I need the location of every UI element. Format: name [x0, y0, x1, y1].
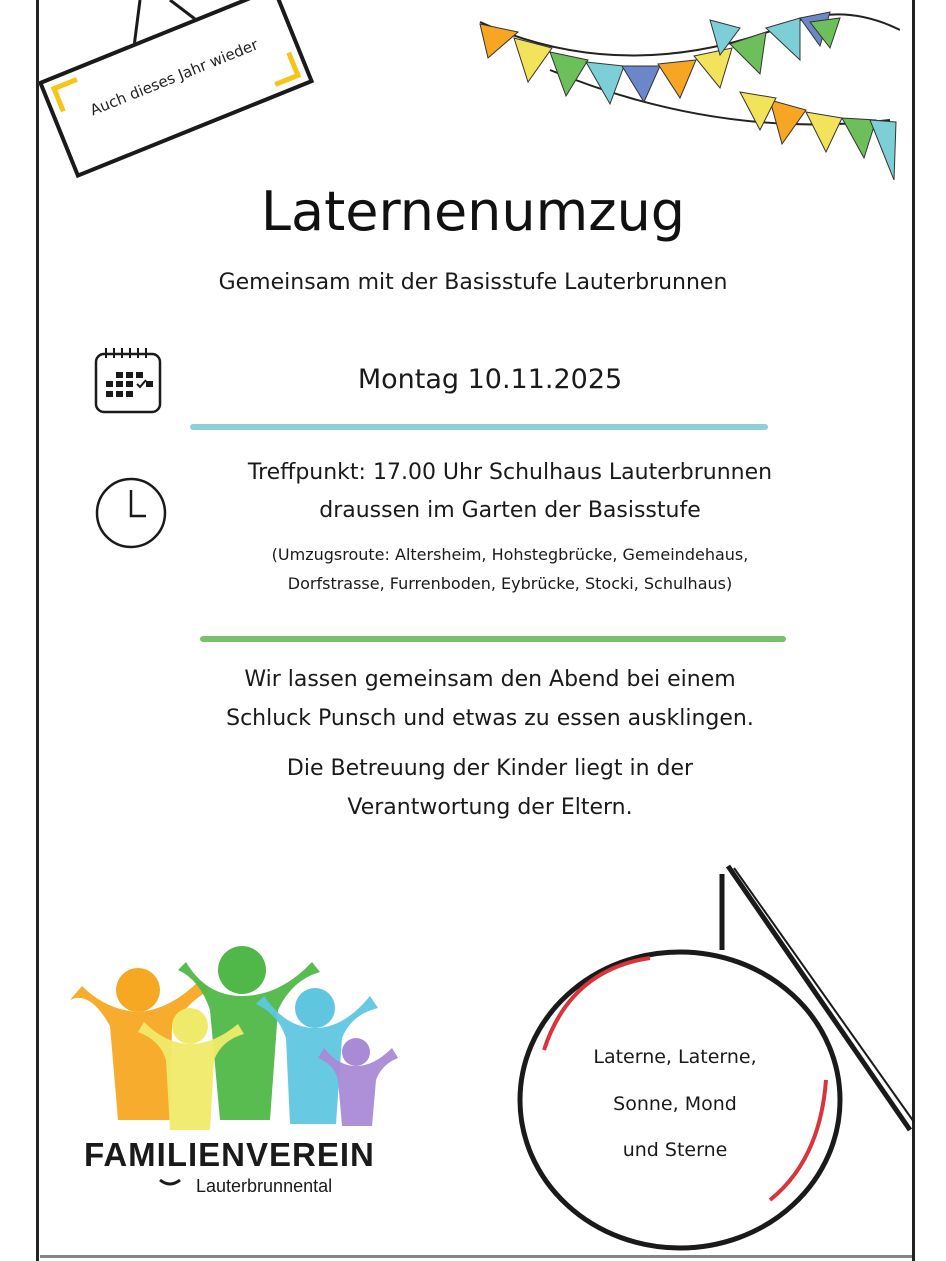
divider-green	[200, 636, 786, 642]
info-p2-line-1: Die Betreuung der Kinder liegt in der	[286, 756, 694, 781]
sign-text: Auch dieses Jahr wieder	[87, 35, 261, 120]
song-line-1: Laterne, Laterne,	[593, 1046, 757, 1068]
divider-blue	[190, 424, 768, 430]
route-line-1: (Umzugsroute: Altersheim, Hohstegbrücke, Gemeindehaus,	[271, 545, 749, 564]
info-p2-line-2: Verantwortung der Eltern.	[347, 795, 633, 820]
calendar-icon	[94, 344, 162, 414]
sign-corner-br	[266, 52, 301, 87]
logo-subtitle: Lauterbrunnental	[196, 1176, 333, 1196]
route-line-2: Dorfstrasse, Furrenboden, Eybrücke, Stocki, Schulhaus)	[287, 574, 733, 593]
hanging-sign	[38, 0, 314, 178]
clock-icon	[94, 476, 168, 550]
meeting-line-2: draussen im Garten der Basisstufe	[319, 498, 701, 523]
song-line-2: Sonne, Mond	[613, 1093, 737, 1115]
info-paragraph-1	[160, 660, 820, 738]
info-paragraph-2	[160, 749, 820, 827]
info-p1-line-2: Schluck Punsch und etwas zu essen ausklingen.	[226, 706, 754, 731]
song-line-3: und Sterne	[622, 1139, 728, 1161]
page-subtitle: Gemeinsam mit der Basisstufe Lauterbrunnen	[218, 270, 728, 295]
event-date: Montag 10.11.2025	[357, 364, 623, 395]
page-title: Laternenumzug	[260, 180, 686, 243]
meeting-point	[180, 454, 840, 530]
meeting-line-1: Treffpunkt: 17.00 Uhr Schulhaus Lauterbrunnen	[247, 460, 773, 485]
info-p1-line-1: Wir lassen gemeinsam den Abend bei einem	[244, 667, 736, 692]
bunting-decoration	[470, 0, 900, 200]
logo-name: FAMILIENVEREIN	[84, 1136, 375, 1173]
route-info	[200, 540, 820, 598]
